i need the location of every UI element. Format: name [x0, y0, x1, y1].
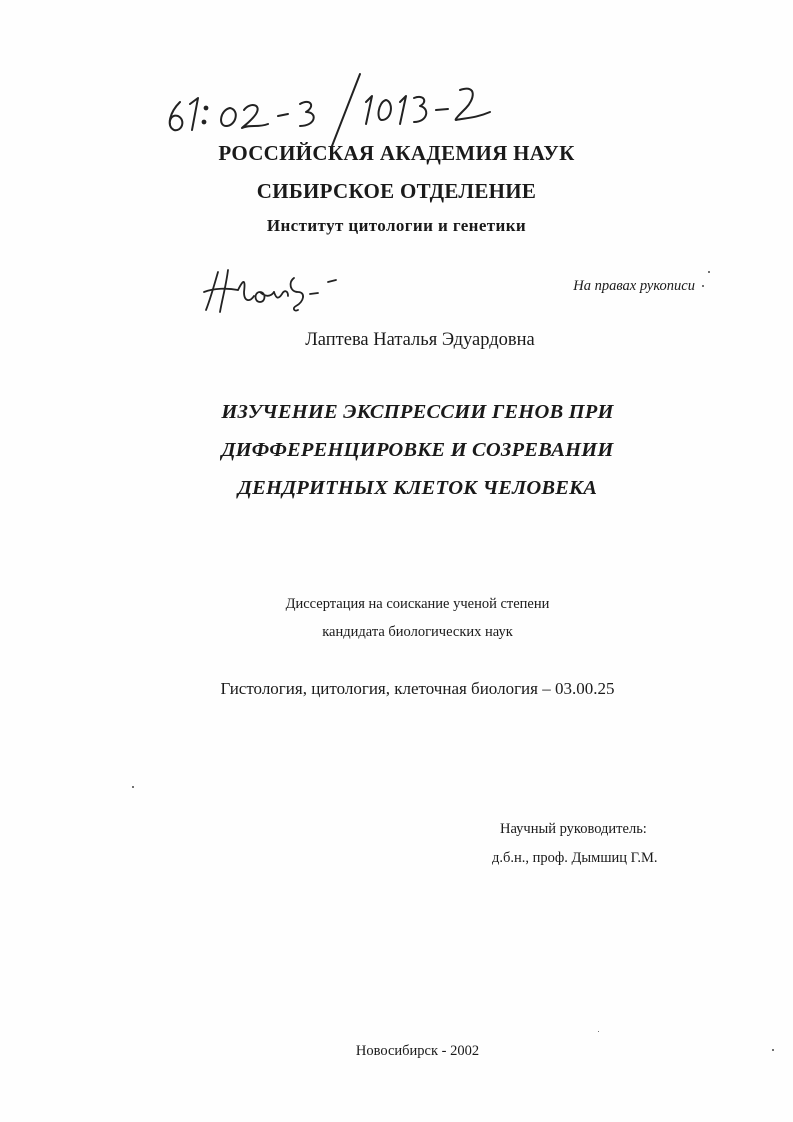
scan-speck: [702, 285, 704, 287]
thesis-title-line-1: ИЗУЧЕНИЕ ЭКСПРЕССИИ ГЕНОВ ПРИ: [221, 401, 614, 423]
scan-speck: [772, 1049, 774, 1051]
institution-branch: СИБИРСКОЕ ОТДЕЛЕНИЕ: [256, 179, 537, 203]
scan-speck: [708, 271, 710, 273]
supervisor-label: Научный руководитель:: [500, 821, 647, 837]
city-year: Новосибирск - 2002: [355, 1043, 480, 1059]
handwritten-catalog-number: [160, 68, 520, 148]
institution-academy: РОССИЙСКАЯ АКАДЕМИЯ НАУК: [218, 141, 575, 165]
scan-speck: [598, 1031, 599, 1032]
thesis-title-line-3: ДЕНДРИТНЫХ КЛЕТОК ЧЕЛОВЕКА: [237, 477, 598, 499]
supervisor-name: д.б.н., проф. Дымшиц Г.М.: [492, 850, 658, 866]
dissertation-degree-line-1: Диссертация на соискание ученой степени: [285, 596, 550, 612]
institution-institute: Институт цитологии и генетики: [266, 216, 527, 235]
handwritten-signature: [198, 262, 358, 318]
specialty-line: Гистология, цитология, клеточная биология – 03.00.25: [220, 679, 615, 698]
scan-speck: [132, 786, 134, 788]
author-name: Лаптева Наталья Эдуардовна: [305, 330, 535, 350]
thesis-title-line-2: ДИФФЕРЕНЦИРОВКЕ И СОЗРЕВАНИИ: [221, 439, 614, 461]
dissertation-degree-line-2: кандидата биологических наук: [322, 624, 513, 640]
rights-note: На правах рукописи: [573, 278, 695, 294]
